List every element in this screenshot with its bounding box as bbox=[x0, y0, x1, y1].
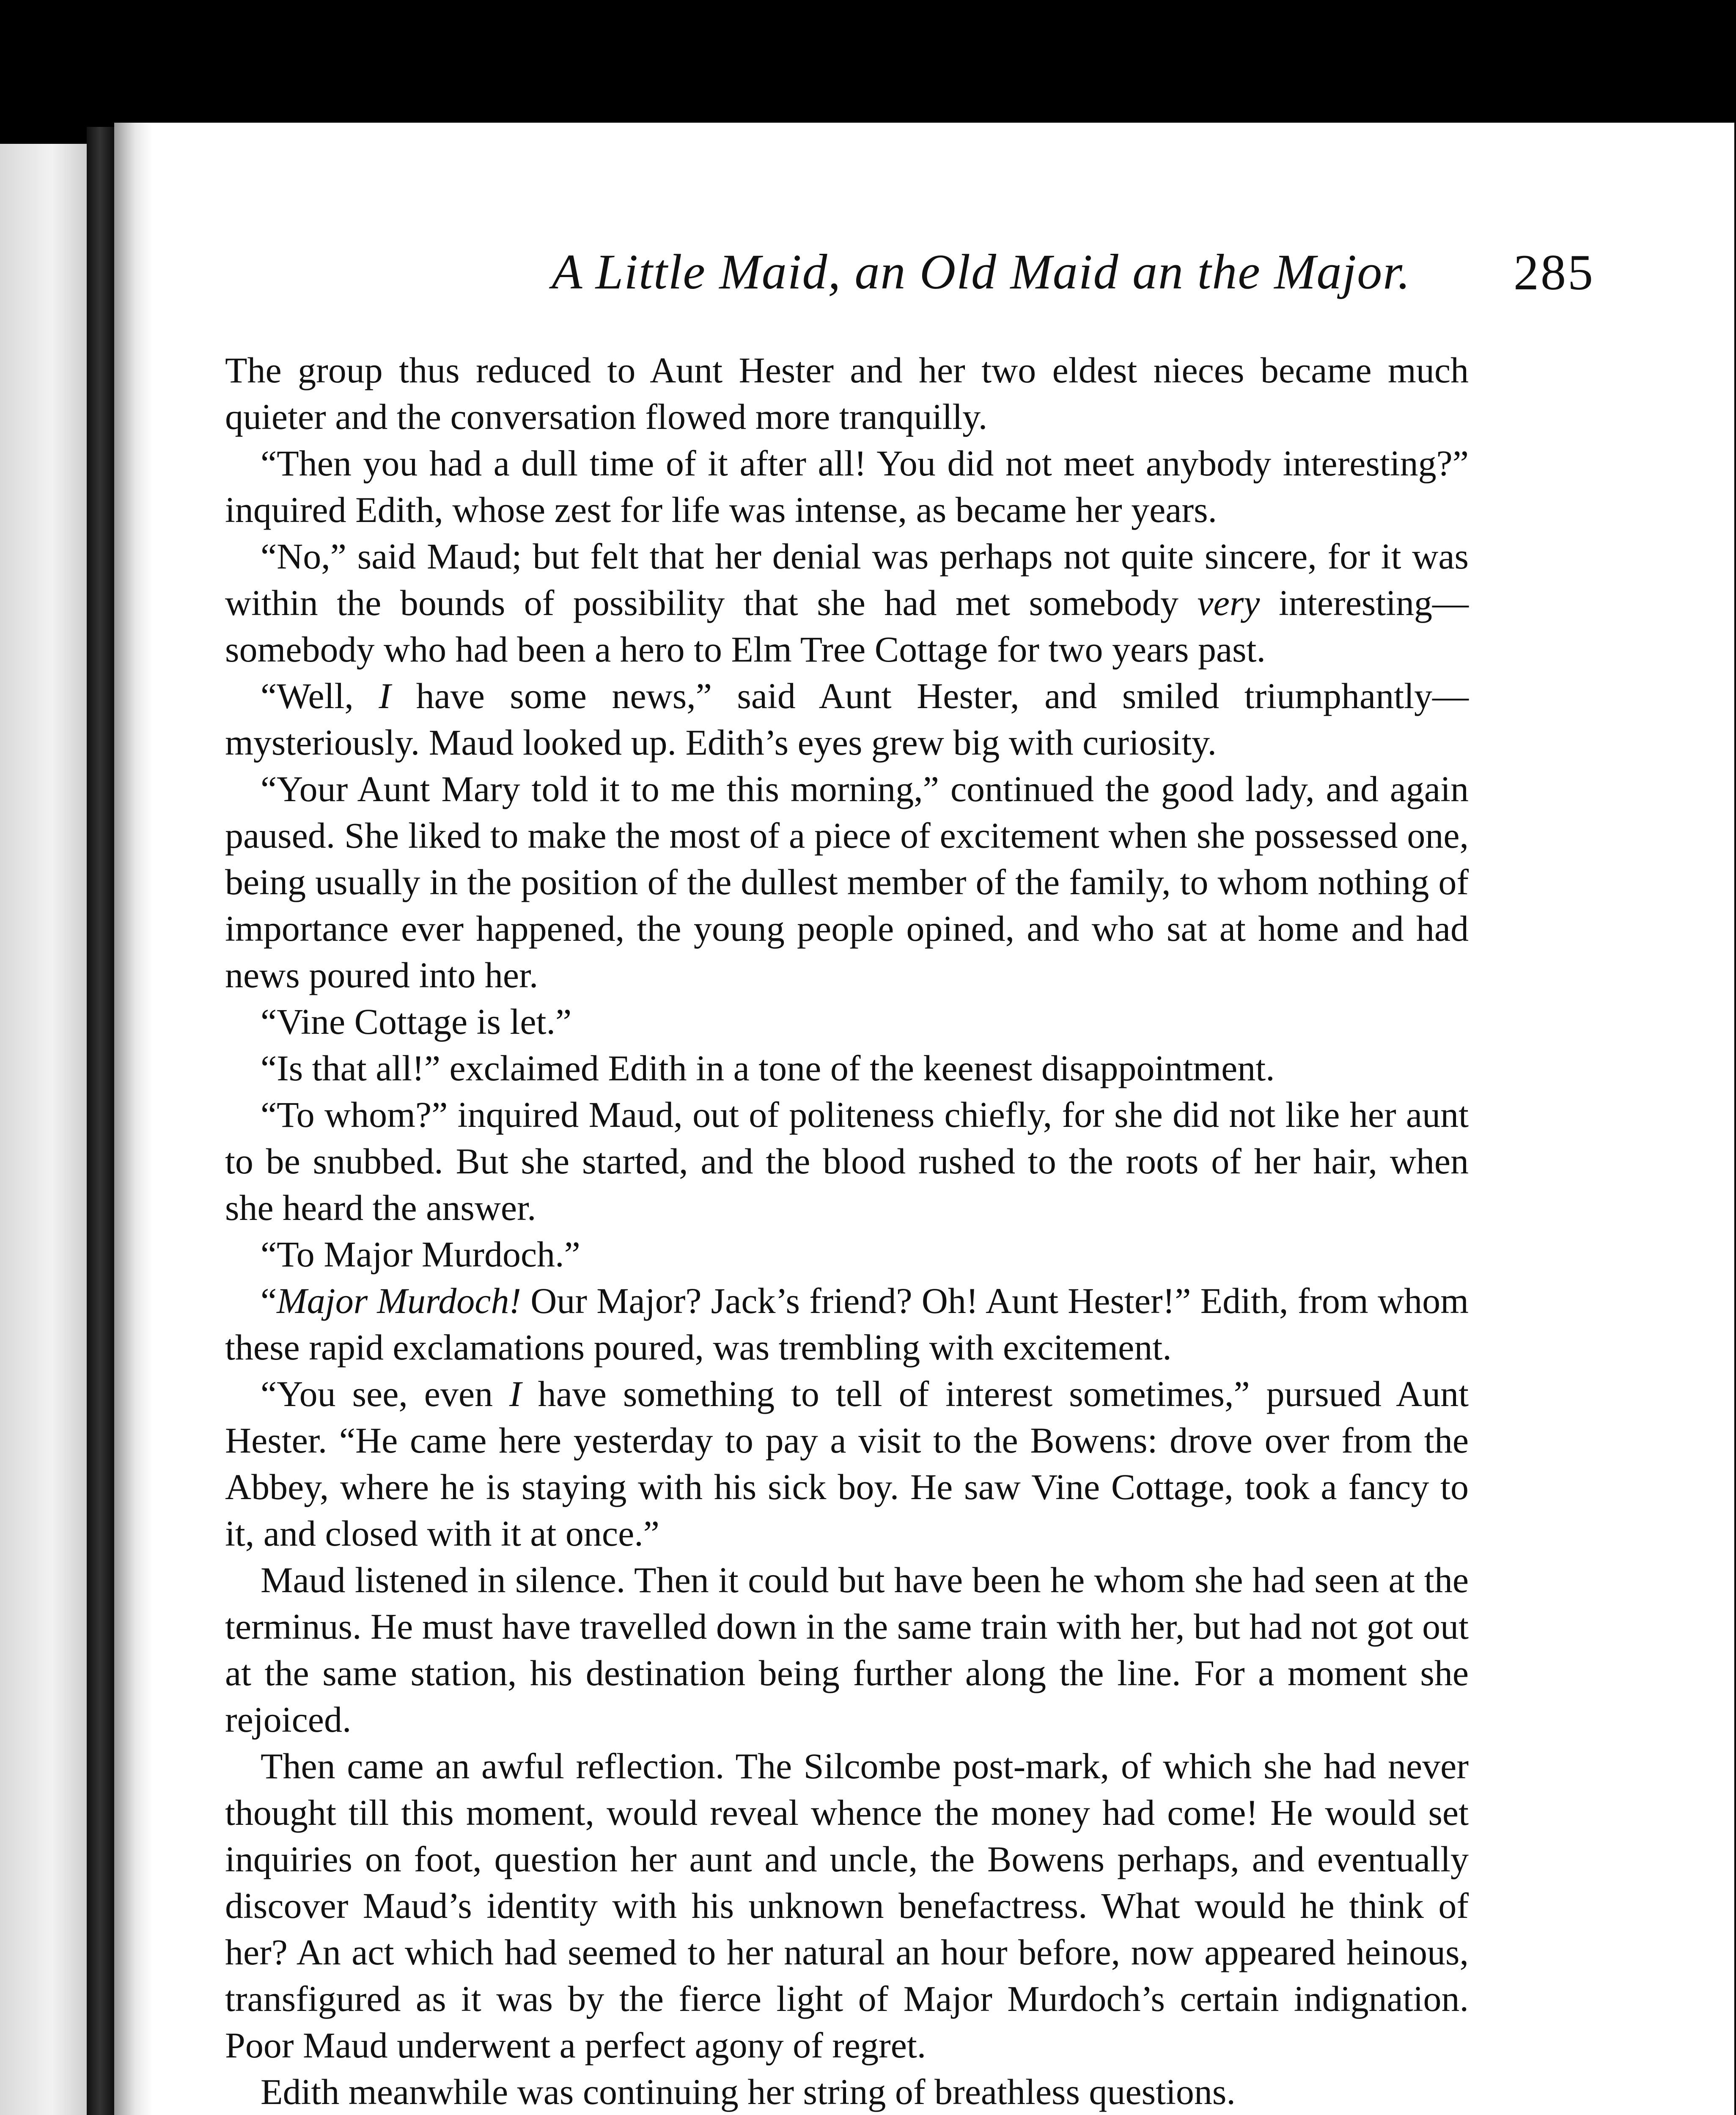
paragraph: “Vine Cottage is let.” bbox=[261, 1001, 572, 1042]
text-run: “Well, bbox=[261, 676, 379, 716]
text-run: Our Major? Jack’s friend? Oh! Aunt Hester!” Edith, from whom these rapid exclamations poured, was trembling with excitement. bbox=[225, 1280, 1469, 1368]
emphasis: I bbox=[379, 676, 391, 716]
book-gutter bbox=[87, 127, 116, 2115]
text-run: have some news,” said Aunt Hester, and smiled triumphantly—mysteriously. Maud looked up. Edith’s eyes grew big with curiosity. bbox=[225, 676, 1469, 763]
paragraph: “To whom?” inquired Maud, out of politeness chiefly, for she did not like her aunt to be snubbed. But she started, and the blood rushed to the roots of her hair, when she heard the answer. bbox=[225, 1094, 1469, 1228]
emphasis: very bbox=[1197, 582, 1260, 623]
paragraph: “Is that all!” exclaimed Edith in a tone of the keenest disappointment. bbox=[261, 1048, 1275, 1088]
page-curve-shadow bbox=[114, 123, 152, 2115]
paragraph: Then came an awful reflection. The Silcombe post-mark, of which she had never thought till this moment, would reveal whence the money had come! He would set inquiries on foot, question her aunt and uncle, the Bowens perhaps, and eventually discover Maud’s identity with his unknown benefactress. What would he think of her? An act which had seemed to her natural an hour before, now appeared heinous, transfigured as it was by the fierce light of Major Murdoch’s certain indignation. Poor Maud underwent a perfect agony of regret. bbox=[225, 1746, 1469, 2066]
text-run: have something to tell of interest sometimes,” pursued Aunt Hester. “He came here yesterday to pay a visit to the Bowens: drove over from the Abbey, where he is staying with his sick boy. He saw Vine Cottage, took a fancy to it, and closed with it at once.” bbox=[225, 1373, 1469, 1554]
paragraph bbox=[225, 1277, 1469, 1371]
paragraph: The group thus reduced to Aunt Hester and her two eldest nieces became much quieter and the conversation flowed more tranquilly. bbox=[225, 350, 1469, 437]
paragraph bbox=[225, 673, 1469, 766]
paragraph: Maud listened in silence. Then it could but have been he whom she had seen at the terminus. He must have travelled down in the same train with her, but had not got out at the same station, his destination being further along the line. For a moment she rejoiced. bbox=[225, 1560, 1469, 1740]
text-run: “No,” said Maud; but felt that her denial was perhaps not quite sincere, for it was within the bounds of possibility that she had met somebody bbox=[225, 536, 1469, 623]
book-page bbox=[114, 123, 1734, 2115]
text-run: “ bbox=[261, 1280, 277, 1321]
emphasis: Major Murdoch! bbox=[277, 1280, 522, 1321]
text-run: “You see, even bbox=[261, 1373, 510, 1414]
text-run: interesting—somebody who had been a hero to Elm Tree Cottage for two years past. bbox=[225, 582, 1469, 670]
paragraph: “Then you had a dull time of it after all! You did not meet anybody interesting?” inquired Edith, whose zest for life was intense, as became her years. bbox=[225, 443, 1469, 530]
paragraph bbox=[225, 1371, 1469, 1557]
previous-page-edge bbox=[0, 144, 87, 2115]
paragraph: “To Major Murdoch.” bbox=[261, 1234, 580, 1274]
paragraph: “Your Aunt Mary told it to me this morning,” continued the good lady, and again paused. She liked to make the most of a piece of excitement when she possessed one, being usually in the position of the dullest member of the family, to whom nothing of importance ever happened, the young people opined, and who sat at home and had news poured into her. bbox=[225, 769, 1469, 995]
body-text bbox=[225, 347, 1469, 2115]
paragraph: Edith meanwhile was continuing her string of breathless questions. bbox=[261, 2071, 1236, 2112]
emphasis: I bbox=[509, 1373, 522, 1414]
paragraph bbox=[225, 533, 1469, 673]
page-number: 285 bbox=[1514, 244, 1595, 300]
running-head: A Little Maid, an Old Maid an the Major. bbox=[552, 244, 1411, 299]
